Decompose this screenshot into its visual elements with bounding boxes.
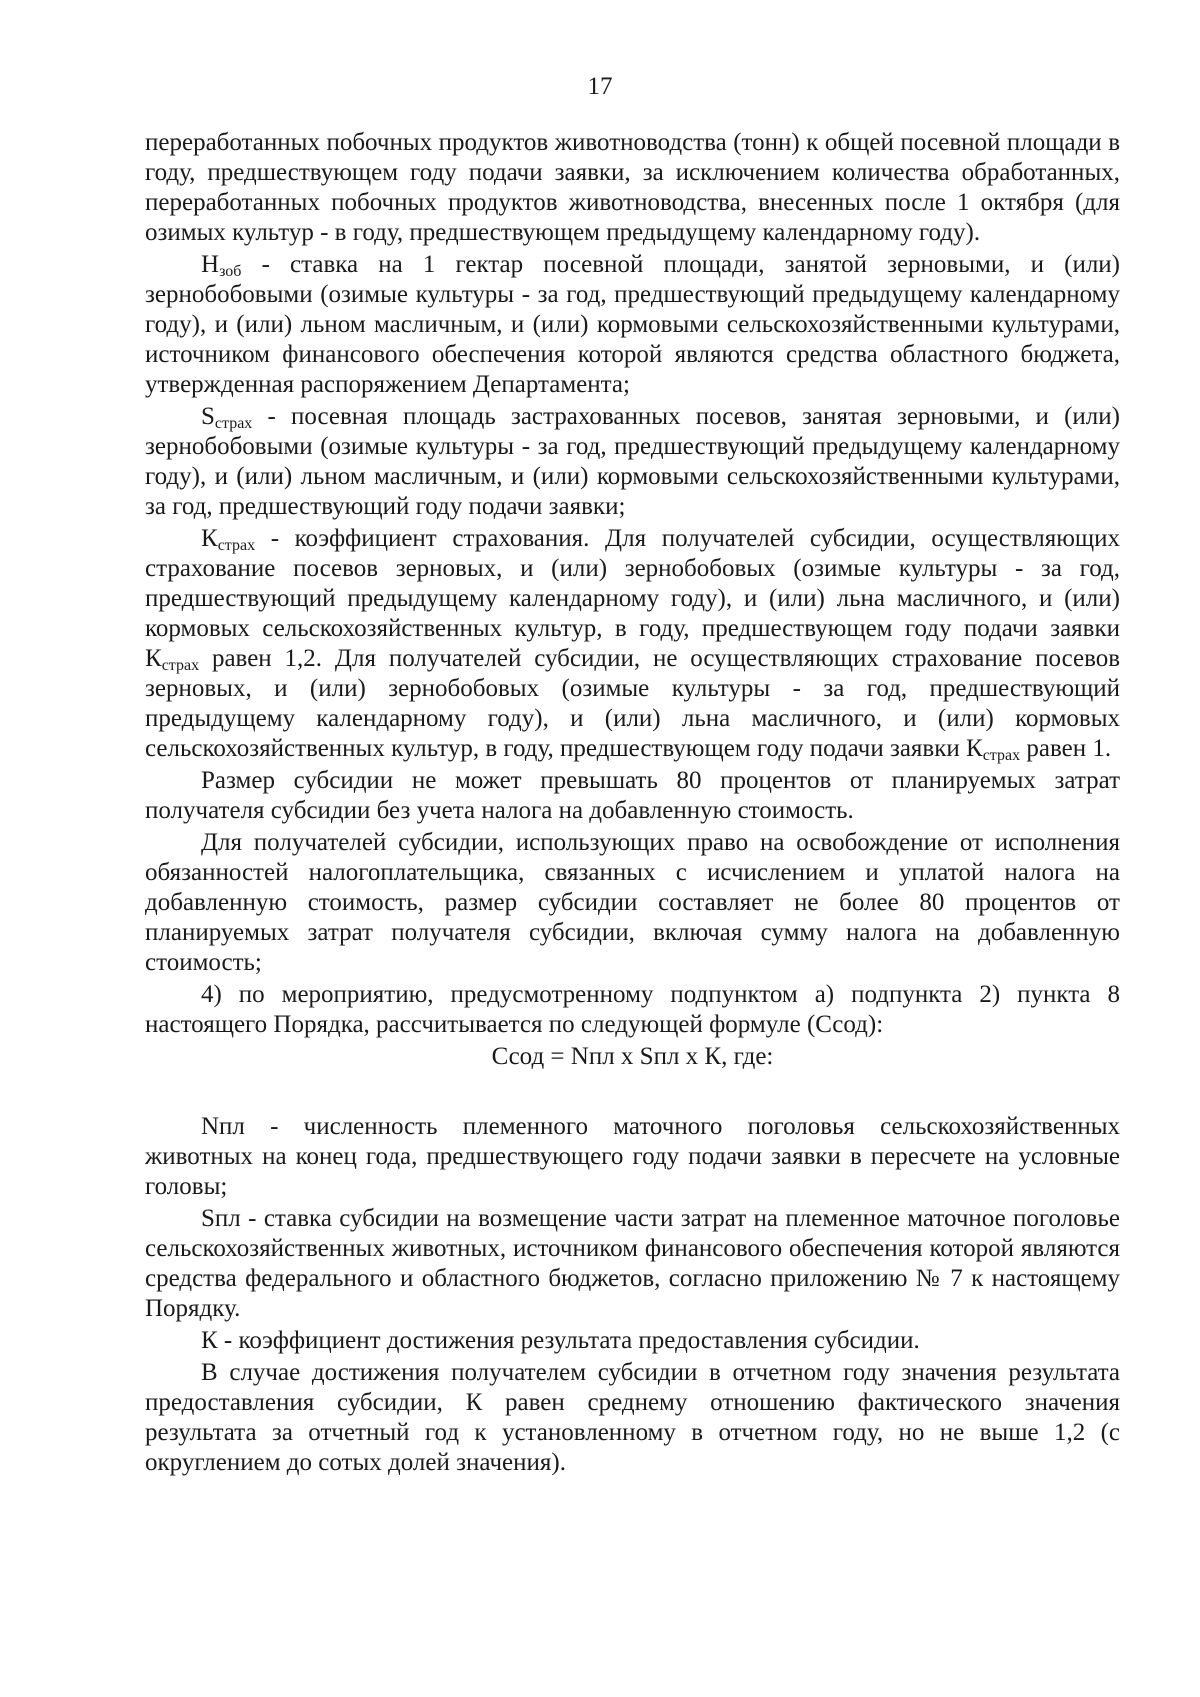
definition-text: - ставка на 1 гектар посевной площади, занятой зерновыми, и (или) зернобобовыми (озимые культуры - за год, предшествующий предыдущему календарному году), и (или) льном масличным, и (или) кормовыми сельскохозяйственными культурами, источником финансового обеспечения которой являются средства областного бюджета, утвержденная распоряжением Департамента; xyxy=(145,251,1120,398)
paragraph: переработанных побочных продуктов животноводства (тонн) к общей посевной площади в году, предшествующем году подачи заявки, за исключением количества обработанных, переработанных побочных продуктов животноводства, внесенных после 1 октября (для озимых культур - в году, предшествующем предыдущему календарному году). xyxy=(145,129,1120,246)
symbol-subscript: страх xyxy=(214,415,253,432)
symbol-subscript: страх xyxy=(161,657,200,674)
page-number: 17 xyxy=(587,73,613,100)
paragraph-kstrah-definition xyxy=(145,524,1120,764)
paragraph: К - коэффициент достижения результата предоставления субсидии. xyxy=(201,1327,920,1354)
document-body xyxy=(145,128,1120,1478)
definition-text: - посевная площадь застрахованных посевов, занятая зерновыми, и (или) зернобобовыми (озимые культуры - за год, предшествующий предыдущему календарному году), и (или) льном масличным, и (или) кормовыми сельскохозяйственными культурами, за год, предшествующий году подачи заявки; xyxy=(145,403,1120,520)
definition-text: равен 1. xyxy=(1020,735,1112,762)
definition-text: равен 1,2. Для получателей субсидии, не осуществляющих страхование посевов зерновых, и (или) зернобобовых (озимые культуры - за год, предшествующий предыдущему календарному году), и (или) льна масличного, и (или) кормовых сельскохозяйственных культур, в году, предшествующем году подачи заявки xyxy=(145,645,1120,762)
definition-text: - коэффициент страхования. Для получателей субсидии, осуществляющих страхование посевов зерновых, и (или) зернобобовых (озимые культуры - за год, предшествующий предыдущему календарному году), и (или) льна масличного, и (или) кормовых сельскохозяйственных культур, в году, предшествующем году подачи заявки xyxy=(145,525,1120,642)
symbol-subscript: страх xyxy=(982,747,1021,764)
symbol: К xyxy=(966,735,983,762)
paragraph: 4) по мероприятию, предусмотренному подпунктом а) подпункта 2) пункта 8 настоящего Порядка, рассчитывается по следующей формуле (Ссод): xyxy=(145,981,1120,1038)
paragraph: Для получателей субсидии, использующих право на освобождение от исполнения обязанностей налогоплательщика, связанных с исчислением и уплатой налога на добавленную стоимость, размер субсидии составляет не более 80 процентов от планируемых затрат получателя субсидии, включая сумму налога на добавленную стоимость; xyxy=(145,829,1120,976)
symbol-subscript: зоб xyxy=(219,263,242,280)
paragraph: Размер субсидии не может превышать 80 процентов от планируемых затрат получателя субсидии без учета налога на добавленную стоимость. xyxy=(145,767,1120,824)
paragraph: В случае достижения получателем субсидии в отчетном году значения результата предоставления субсидии, К равен среднему отношению фактического значения результата за отчетный год к установленному в отчетном году, но не выше 1,2 (с округлением до сотых долей значения). xyxy=(145,1359,1120,1476)
symbol-subscript: страх xyxy=(217,537,256,554)
paragraph: Nпл - численность племенного маточного поголовья сельскохозяйственных животных на конец года, предшествующего году подачи заявки в пересчете на условные головы; xyxy=(145,1113,1120,1200)
symbol: Н xyxy=(201,251,220,278)
symbol: К xyxy=(201,525,218,552)
paragraph-nzob-definition xyxy=(145,250,1120,400)
symbol: S xyxy=(201,403,215,430)
paragraph-sstrah-definition xyxy=(145,402,1120,522)
paragraph: Sпл - ставка субсидии на возмещение части затрат на племенное маточное поголовье сельскохозяйственных животных, источником финансового обеспечения которой являются средства федерального и областного бюджетов, согласно приложению № 7 к настоящему Порядку. xyxy=(145,1205,1120,1322)
formula: Ссод = Nпл х Sпл х К, где: xyxy=(491,1043,774,1070)
symbol: К xyxy=(145,645,162,672)
